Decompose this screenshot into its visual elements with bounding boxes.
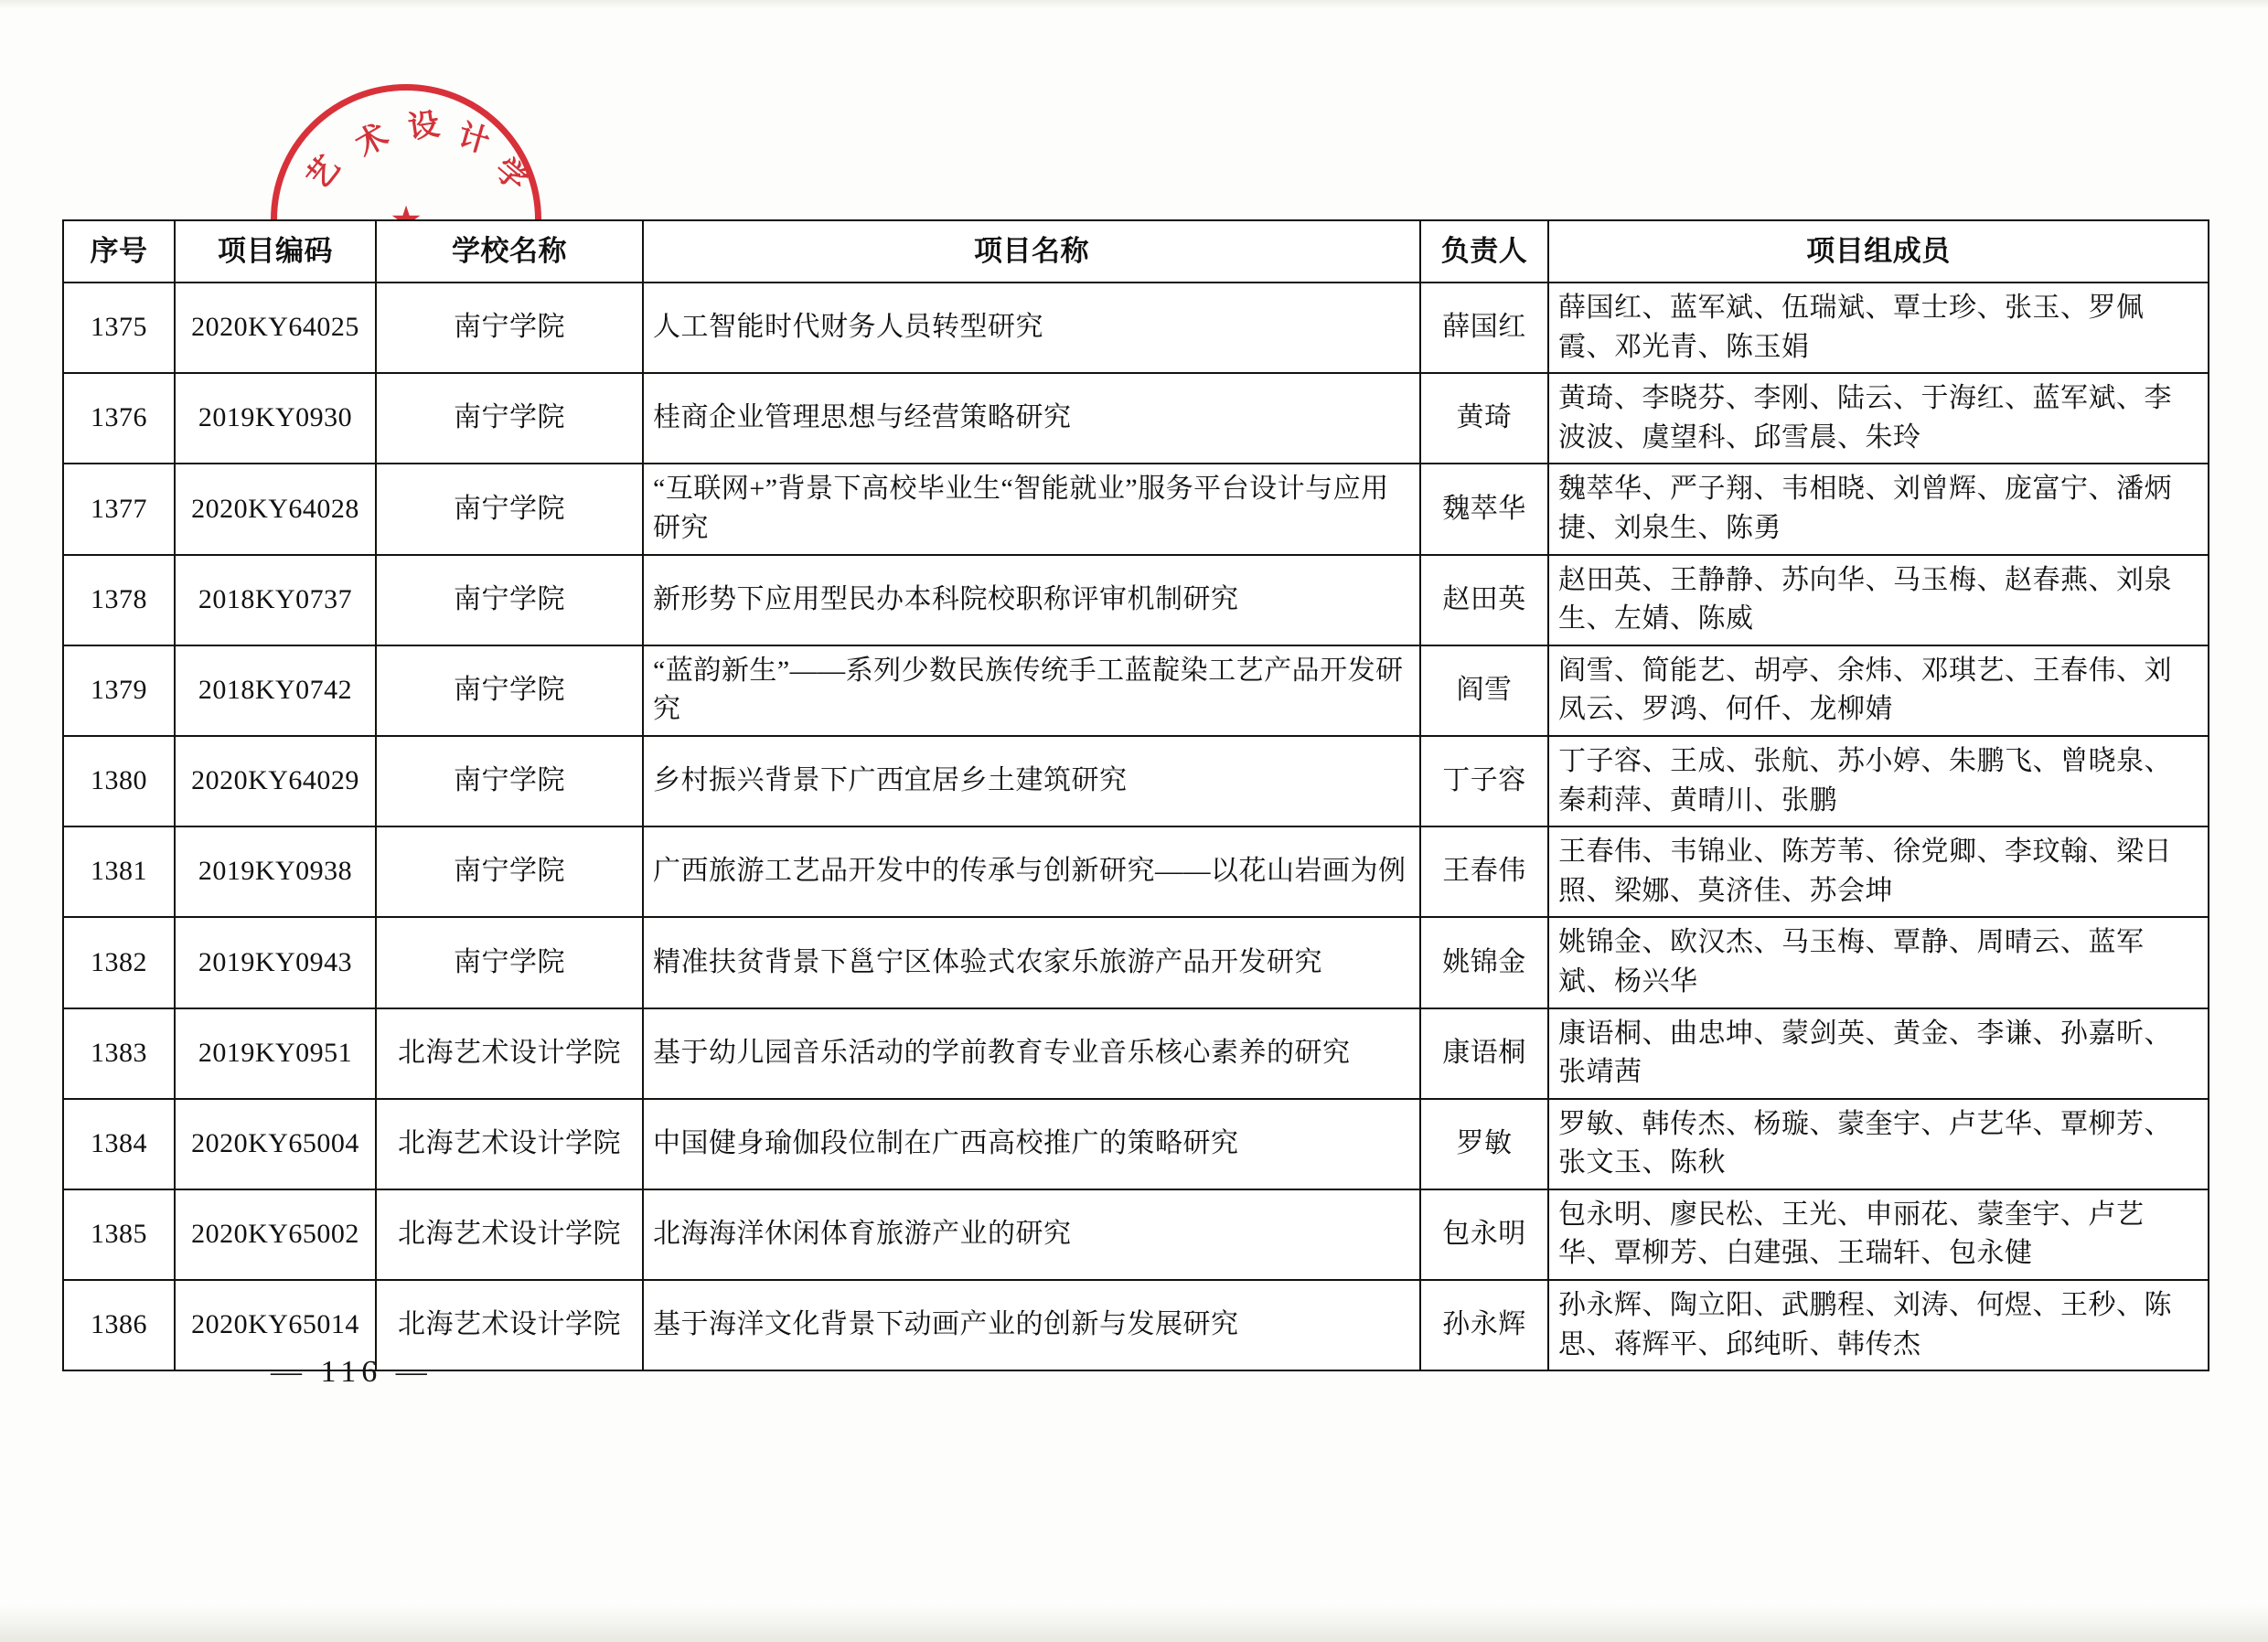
cell-seq: 1386 bbox=[63, 1280, 175, 1370]
cell-members: 魏萃华、严子翔、韦相晓、刘曾辉、庞富宁、潘炳捷、刘泉生、陈勇 bbox=[1548, 464, 2209, 554]
cell-members: 赵田英、王静静、苏向华、马玉梅、赵春燕、刘泉生、左婧、陈威 bbox=[1548, 555, 2209, 645]
cell-school: 南宁学院 bbox=[376, 645, 643, 736]
table-row bbox=[63, 1099, 2209, 1189]
cell-school: 南宁学院 bbox=[376, 736, 643, 826]
cell-title: 新形势下应用型民办本科院校职称评审机制研究 bbox=[643, 555, 1420, 645]
cell-code: 2019KY0943 bbox=[175, 917, 376, 1008]
cell-leader: 王春伟 bbox=[1420, 826, 1548, 917]
cell-code: 2020KY65004 bbox=[175, 1099, 376, 1189]
cell-members: 丁子容、王成、张航、苏小婷、朱鹏飞、曾晓泉、秦莉萍、黄晴川、张鹏 bbox=[1548, 736, 2209, 826]
cell-school: 北海艺术设计学院 bbox=[376, 1008, 643, 1099]
cell-code: 2020KY64025 bbox=[175, 283, 376, 373]
cell-leader: 阎雪 bbox=[1420, 645, 1548, 736]
cell-leader: 包永明 bbox=[1420, 1189, 1548, 1280]
cell-seq: 1377 bbox=[63, 464, 175, 554]
cell-members: 姚锦金、欧汉杰、马玉梅、覃静、周晴云、蓝军斌、杨兴华 bbox=[1548, 917, 2209, 1008]
cell-members: 孙永辉、陶立阳、武鹏程、刘涛、何煜、王秒、陈思、蒋辉平、邱纯昕、韩传杰 bbox=[1548, 1280, 2209, 1370]
cell-code: 2019KY0951 bbox=[175, 1008, 376, 1099]
cell-members: 王春伟、韦锦业、陈芳苇、徐党卿、李玟翰、梁日照、梁娜、莫济佳、苏会坤 bbox=[1548, 826, 2209, 917]
cell-school: 南宁学院 bbox=[376, 917, 643, 1008]
col-header-members: 项目组成员 bbox=[1548, 220, 2209, 283]
cell-code: 2020KY64028 bbox=[175, 464, 376, 554]
cell-leader: 康语桐 bbox=[1420, 1008, 1548, 1099]
cell-seq: 1382 bbox=[63, 917, 175, 1008]
cell-seq: 1383 bbox=[63, 1008, 175, 1099]
cell-school: 南宁学院 bbox=[376, 464, 643, 554]
cell-title: 基于海洋文化背景下动画产业的创新与发展研究 bbox=[643, 1280, 1420, 1370]
table-row bbox=[63, 1189, 2209, 1280]
table-header-row bbox=[63, 220, 2209, 283]
cell-title: 广西旅游工艺品开发中的传承与创新研究——以花山岩画为例 bbox=[643, 826, 1420, 917]
cell-title: 中国健身瑜伽段位制在广西高校推广的策略研究 bbox=[643, 1099, 1420, 1189]
table-row bbox=[63, 283, 2209, 373]
cell-code: 2018KY0742 bbox=[175, 645, 376, 736]
cell-school: 北海艺术设计学院 bbox=[376, 1280, 643, 1370]
col-header-seq: 序号 bbox=[63, 220, 175, 283]
table-row bbox=[63, 826, 2209, 917]
cell-seq: 1378 bbox=[63, 555, 175, 645]
cell-leader: 薛国红 bbox=[1420, 283, 1548, 373]
cell-seq: 1376 bbox=[63, 373, 175, 464]
cell-leader: 姚锦金 bbox=[1420, 917, 1548, 1008]
cell-code: 2020KY64029 bbox=[175, 736, 376, 826]
cell-title: 桂商企业管理思想与经营策略研究 bbox=[643, 373, 1420, 464]
cell-code: 2018KY0737 bbox=[175, 555, 376, 645]
table-body bbox=[63, 283, 2209, 1370]
page-number: — 116 — bbox=[271, 1355, 433, 1389]
cell-title: 基于幼儿园音乐活动的学前教育专业音乐核心素养的研究 bbox=[643, 1008, 1420, 1099]
cell-title: “蓝韵新生”——系列少数民族传统手工蓝靛染工艺产品开发研究 bbox=[643, 645, 1420, 736]
cell-code: 2019KY0938 bbox=[175, 826, 376, 917]
cell-title: 乡村振兴背景下广西宜居乡土建筑研究 bbox=[643, 736, 1420, 826]
cell-school: 南宁学院 bbox=[376, 555, 643, 645]
table-row bbox=[63, 373, 2209, 464]
scan-edge-bottom bbox=[0, 1605, 2268, 1642]
cell-seq: 1384 bbox=[63, 1099, 175, 1189]
cell-members: 薛国红、蓝军斌、伍瑞斌、覃士珍、张玉、罗佩霞、邓光青、陈玉娟 bbox=[1548, 283, 2209, 373]
cell-code: 2019KY0930 bbox=[175, 373, 376, 464]
cell-code: 2020KY65014 bbox=[175, 1280, 376, 1370]
cell-leader: 黄琦 bbox=[1420, 373, 1548, 464]
scan-edge-top bbox=[0, 0, 2268, 9]
table-row bbox=[63, 1008, 2209, 1099]
cell-title: 精准扶贫背景下邕宁区体验式农家乐旅游产品开发研究 bbox=[643, 917, 1420, 1008]
cell-leader: 丁子容 bbox=[1420, 736, 1548, 826]
cell-seq: 1380 bbox=[63, 736, 175, 826]
table-row bbox=[63, 917, 2209, 1008]
projects-table bbox=[62, 219, 2209, 1371]
cell-members: 康语桐、曲忠坤、蒙剑英、黄金、李谦、孙嘉昕、张靖茜 bbox=[1548, 1008, 2209, 1099]
cell-leader: 赵田英 bbox=[1420, 555, 1548, 645]
cell-leader: 孙永辉 bbox=[1420, 1280, 1548, 1370]
cell-code: 2020KY65002 bbox=[175, 1189, 376, 1280]
cell-seq: 1381 bbox=[63, 826, 175, 917]
cell-school: 南宁学院 bbox=[376, 373, 643, 464]
cell-members: 包永明、廖民松、王光、申丽花、蒙奎宇、卢艺华、覃柳芳、白建强、王瑞轩、包永健 bbox=[1548, 1189, 2209, 1280]
seal-arc-text: 艺 术 设 计 学 bbox=[301, 107, 534, 198]
cell-school: 北海艺术设计学院 bbox=[376, 1099, 643, 1189]
cell-leader: 魏萃华 bbox=[1420, 464, 1548, 554]
table-row bbox=[63, 464, 2209, 554]
projects-table-wrapper bbox=[62, 219, 2208, 1371]
cell-title: 人工智能时代财务人员转型研究 bbox=[643, 283, 1420, 373]
table-row bbox=[63, 645, 2209, 736]
cell-title: “互联网+”背景下高校毕业生“智能就业”服务平台设计与应用研究 bbox=[643, 464, 1420, 554]
col-header-school: 学校名称 bbox=[376, 220, 643, 283]
cell-members: 黄琦、李晓芬、李刚、陆云、于海红、蓝军斌、李波波、虞望科、邱雪晨、朱玲 bbox=[1548, 373, 2209, 464]
cell-leader: 罗敏 bbox=[1420, 1099, 1548, 1189]
cell-seq: 1375 bbox=[63, 283, 175, 373]
col-header-leader: 负责人 bbox=[1420, 220, 1548, 283]
cell-seq: 1379 bbox=[63, 645, 175, 736]
col-header-code: 项目编码 bbox=[175, 220, 376, 283]
cell-members: 阎雪、简能艺、胡亭、余炜、邓琪艺、王春伟、刘凤云、罗鸿、何仟、龙柳婧 bbox=[1548, 645, 2209, 736]
cell-school: 北海艺术设计学院 bbox=[376, 1189, 643, 1280]
col-header-title: 项目名称 bbox=[643, 220, 1420, 283]
cell-members: 罗敏、韩传杰、杨璇、蒙奎宇、卢艺华、覃柳芳、张文玉、陈秋 bbox=[1548, 1099, 2209, 1189]
cell-school: 南宁学院 bbox=[376, 283, 643, 373]
cell-seq: 1385 bbox=[63, 1189, 175, 1280]
cell-title: 北海海洋休闲体育旅游产业的研究 bbox=[643, 1189, 1420, 1280]
table-row bbox=[63, 736, 2209, 826]
cell-school: 南宁学院 bbox=[376, 826, 643, 917]
table-row bbox=[63, 555, 2209, 645]
